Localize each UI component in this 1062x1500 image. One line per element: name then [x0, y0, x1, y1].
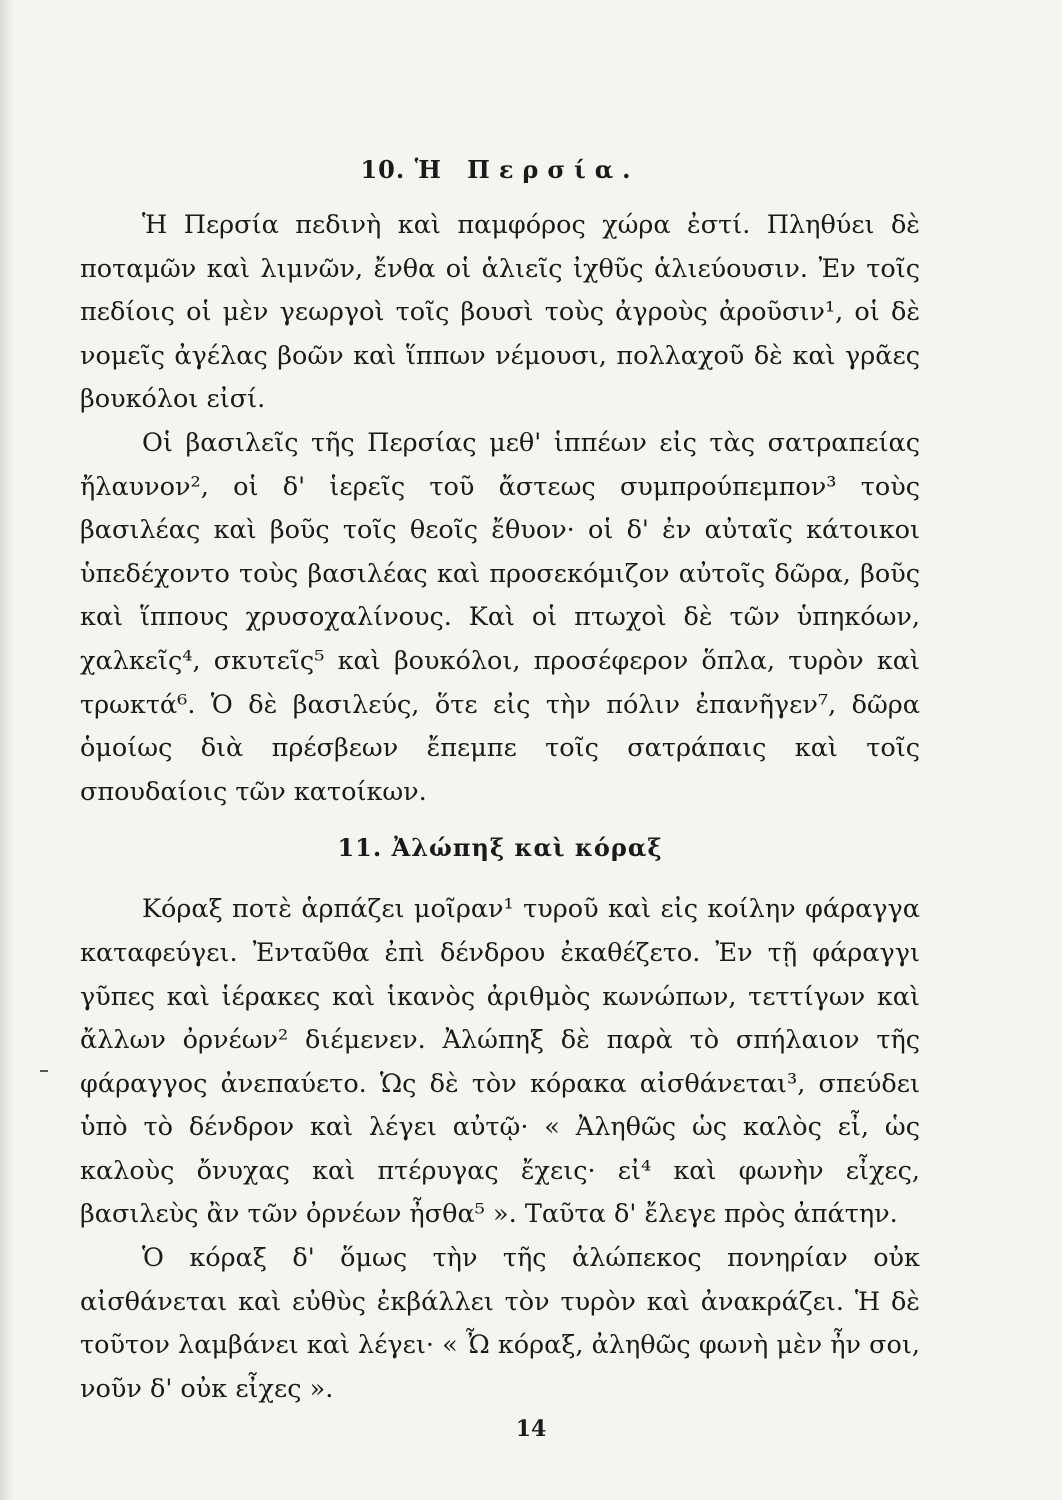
section-10-heading [80, 150, 920, 190]
section-10-paragraph-1: Ἡ Περσία πεδινὴ καὶ παμφόρος χώρα ἐστί. Πληθύει δὲ ποταμῶν καὶ λιμνῶν, ἔνθα οἱ ἁλιεῖς ἰχθῦς ἁλιεύουσιν. Ἐν τοῖς πεδίοις οἱ μὲν γεωργοὶ τοῖς βουσὶ τοὺς ἀγροὺς ἀροῦσιν¹, οἱ δὲ νομεῖς ἀγέλας βοῶν καὶ ἵππων νέμουσι, πολλαχοῦ δὲ καὶ γρᾶες βουκόλοι εἰσί. [80, 210, 920, 415]
page-edge-shadow [0, 0, 14, 1500]
section-10-heading-number: 10. [360, 155, 415, 184]
section-11-paragraph-2: Ὁ κόραξ δ' ὅμως τὴν τῆς ἀλώπεκος πονηρίαν οὐκ αἰσθάνεται καὶ εὐθὺς ἐκβάλλει τὸν τυρὸν καὶ ἀνακράζει. Ἡ δὲ τοῦτον λαμβάνει καὶ λέγει· « Ὦ κόραξ, ἀληθῶς φωνὴ μὲν ἦν σοι, νοῦν δ' οὐκ εἶχες ». [80, 1243, 920, 1404]
section-10-heading-title: Ἡ Περσία. [414, 155, 640, 184]
section-11-heading: 11. Ἀλώπηξ καὶ κόραξ [337, 833, 663, 863]
margin-mark [40, 1070, 48, 1072]
text-column [80, 150, 920, 1411]
section-10-paragraph-2: Οἱ βασιλεῖς τῆς Περσίας μεθ' ἱππέων εἰς τὰς σατραπείας ἤλαυνον², οἱ δ' ἱερεῖς τοῦ ἄστεως συμπρούπεμπον³ τοὺς βασιλέας καὶ βοῦς τοῖς θεοῖς ἔθυον· οἱ δ' ἐν αὐταῖς κάτοικοι ὑπεδέχοντο τοὺς βασιλέας καὶ προσεκόμιζον αὐτοῖς δῶρα, βοῦς καὶ ἵππους χρυσοχαλίνους. Καὶ οἱ πτωχοὶ δὲ τῶν ὑπηκόων, χαλκεῖς⁴, σκυτεῖς⁵ καὶ βουκόλοι, προσέφερον ὅπλα, τυρὸν καὶ τρωκτά⁶. Ὁ δὲ βασιλεύς, ὅτε εἰς τὴν πόλιν ἐπανῆγεν⁷, δῶρα ὁμοίως διὰ πρέσβεων ἔπεμπε τοῖς σατράπαις καὶ τοῖς σπουδαίοις τῶν κατοίκων. [80, 427, 920, 807]
section-11-paragraph-1: Κόραξ ποτὲ ἁρπάζει μοῖραν¹ τυροῦ καὶ εἰς κοίλην φάραγγα καταφεύγει. Ἐνταῦθα ἐπὶ δένδρου ἐκαθέζετο. Ἐν τῇ φάραγγι γῦπες καὶ ἱέρακες καὶ ἱκανὸς ἀριθμὸς κωνώπων, τεττίγων καὶ ἄλλων ὀρνέων² διέμενεν. Ἀλώπηξ δὲ παρὰ τὸ σπήλαιον τῆς φάραγγος ἀνεπαύετο. Ὡς δὲ τὸν κόρακα αἰσθάνεται³, σπεύδει ὑπὸ τὸ δένδρον καὶ λέγει αὐτῷ· « Ἀληθῶς ὡς καλὸς εἶ, ὡς καλοὺς ὄνυχας καὶ πτέρυγας ἔχεις· εἰ⁴ καὶ φωνὴν εἶχες, βασιλεὺς ἂν τῶν ὀρνέων ἦσθα⁵ ». Ταῦτα δ' ἔλεγε πρὸς ἀπάτην. [80, 894, 920, 1230]
page-number: 14 [515, 1416, 547, 1442]
